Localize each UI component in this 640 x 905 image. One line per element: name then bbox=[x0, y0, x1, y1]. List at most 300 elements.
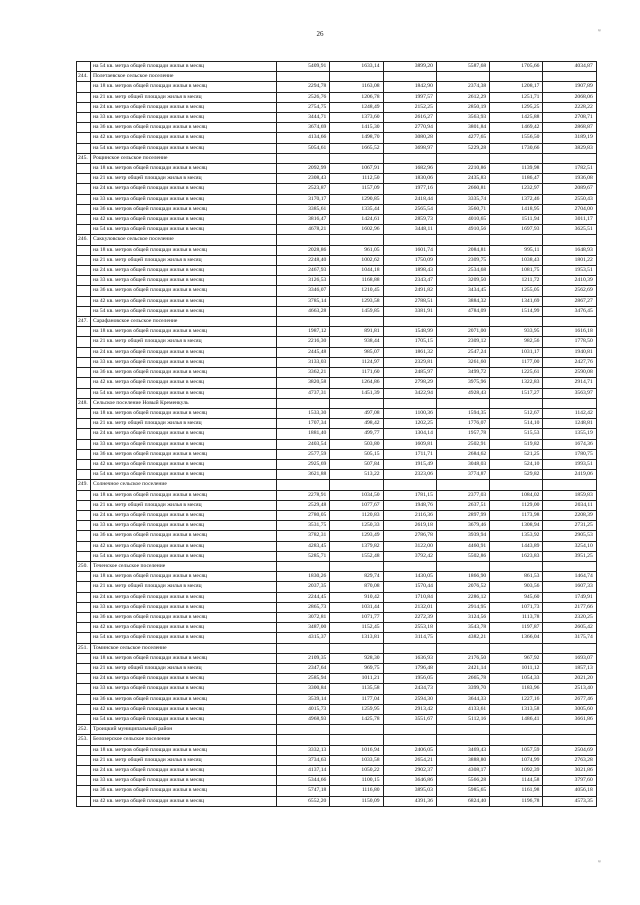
row-number-cell bbox=[77, 296, 91, 306]
value-cell: 1749,91 bbox=[543, 592, 596, 602]
value-cell: 3444,71 bbox=[277, 113, 330, 123]
empty-cell bbox=[490, 735, 543, 745]
empty-cell bbox=[436, 643, 489, 653]
value-cell: 3661,86 bbox=[543, 715, 596, 725]
value-cell: 3899,20 bbox=[383, 62, 436, 72]
value-cell: 3774,87 bbox=[436, 470, 489, 480]
value-cell: 2925,69 bbox=[277, 459, 330, 469]
value-cell: 1366,04 bbox=[490, 633, 543, 643]
value-cell: 3476,45 bbox=[543, 306, 596, 316]
value-cell: 4968,93 bbox=[277, 715, 330, 725]
value-cell: 2865,73 bbox=[277, 602, 330, 612]
value-cell: 2323,06 bbox=[383, 470, 436, 480]
value-cell: 1255,05 bbox=[490, 286, 543, 296]
row-number-cell bbox=[77, 276, 91, 286]
row-label: на 18 кв. метров общей площади жилья в месяц bbox=[91, 164, 277, 174]
row-label: на 21 кв. метр общей площади жилья в месяц bbox=[91, 663, 277, 673]
table-row bbox=[77, 286, 597, 296]
section-row bbox=[77, 72, 597, 82]
empty-cell bbox=[490, 561, 543, 571]
row-label: на 54 кв. метра общей площади жилья в месяц bbox=[91, 306, 277, 316]
value-cell: 2605,42 bbox=[543, 623, 596, 633]
row-label: на 21 кв. метр общей площади жилья в месяц bbox=[91, 755, 277, 765]
section-row bbox=[77, 153, 597, 163]
row-number-cell bbox=[77, 715, 91, 725]
row-label: на 42 кв. метра общей площади жилья в месяц bbox=[91, 215, 277, 225]
row-label: на 36 кв. метров общей площади жилья в месяц bbox=[91, 204, 277, 214]
value-cell: 1112,50 bbox=[330, 174, 383, 184]
empty-cell bbox=[330, 643, 383, 653]
section-row bbox=[77, 643, 597, 653]
value-cell: 1602,96 bbox=[330, 225, 383, 235]
value-cell: 2577,59 bbox=[277, 449, 330, 459]
row-number-cell bbox=[77, 663, 91, 673]
empty-cell bbox=[490, 480, 543, 490]
value-cell: 2562,69 bbox=[543, 286, 596, 296]
value-cell: 2309,12 bbox=[436, 337, 489, 347]
row-label: на 33 кв. метра общей площади жилья в месяц bbox=[91, 357, 277, 367]
value-cell: 2868,87 bbox=[543, 123, 596, 133]
value-cell: 505,15 bbox=[330, 449, 383, 459]
row-label: на 21 кв. метр общей площади жилья в месяц bbox=[91, 174, 277, 184]
section-number: 245. bbox=[77, 153, 91, 163]
value-cell: 3335,74 bbox=[436, 194, 489, 204]
value-cell: 2565,54 bbox=[383, 204, 436, 214]
value-cell: 2076,52 bbox=[436, 582, 489, 592]
value-cell: 2547,24 bbox=[436, 347, 489, 357]
row-label: на 18 кв. метров общей площади жилья в месяц bbox=[91, 745, 277, 755]
value-cell: 1956,05 bbox=[383, 674, 436, 684]
row-number-cell bbox=[77, 633, 91, 643]
row-label: на 18 кв. метров общей площади жилья в месяц bbox=[91, 245, 277, 255]
value-cell: 1202,25 bbox=[383, 419, 436, 429]
value-cell: 2914,95 bbox=[436, 602, 489, 612]
value-cell: 2731,25 bbox=[543, 521, 596, 531]
row-number-cell bbox=[77, 786, 91, 796]
section-title: Белозерское сельское поселение bbox=[91, 735, 277, 745]
value-cell: 2406,05 bbox=[383, 745, 436, 755]
value-cell: 1116,80 bbox=[330, 786, 383, 796]
value-cell: 3114,75 bbox=[383, 633, 436, 643]
row-label: на 42 кв. метра общей площади жилья в месяц bbox=[91, 541, 277, 551]
value-cell: 2914,71 bbox=[543, 378, 596, 388]
value-cell: 1498,70 bbox=[330, 133, 383, 143]
value-cell: 2216,30 bbox=[277, 337, 330, 347]
value-cell: 2272,39 bbox=[383, 612, 436, 622]
row-label: на 24 кв. метра общей площади жилья в месяц bbox=[91, 766, 277, 776]
value-cell: 524,10 bbox=[490, 459, 543, 469]
value-cell: 1830,26 bbox=[277, 572, 330, 582]
value-cell: 2228,22 bbox=[543, 102, 596, 112]
empty-cell bbox=[330, 725, 383, 735]
value-cell: 1379,82 bbox=[330, 541, 383, 551]
table-row bbox=[77, 215, 597, 225]
row-label: на 36 кв. метров общей площади жилья в месяц bbox=[91, 612, 277, 622]
empty-cell bbox=[277, 561, 330, 571]
value-cell: 503,80 bbox=[330, 439, 383, 449]
row-number-cell bbox=[77, 92, 91, 102]
section-number: 251. bbox=[77, 643, 91, 653]
row-label: на 36 кв. метров общей площади жилья в месяц bbox=[91, 286, 277, 296]
row-number-cell bbox=[77, 174, 91, 184]
value-cell: 3829,83 bbox=[543, 143, 596, 153]
section-row bbox=[77, 735, 597, 745]
row-label: на 18 кв. метров общей площади жилья в месяц bbox=[91, 572, 277, 582]
table-row bbox=[77, 378, 597, 388]
value-cell: 1050,22 bbox=[330, 766, 383, 776]
value-cell: 5409,91 bbox=[277, 62, 330, 72]
row-number-cell bbox=[77, 796, 91, 806]
value-cell: 1623,83 bbox=[490, 551, 543, 561]
section-row bbox=[77, 480, 597, 490]
value-cell: 1977,16 bbox=[383, 184, 436, 194]
value-cell: 2654,21 bbox=[383, 755, 436, 765]
value-cell: 995,11 bbox=[490, 245, 543, 255]
table-row bbox=[77, 510, 597, 520]
value-cell: 2177,66 bbox=[543, 602, 596, 612]
empty-cell bbox=[436, 480, 489, 490]
table-row bbox=[77, 490, 597, 500]
row-label: на 42 кв. метра общей площади жилья в месяц bbox=[91, 459, 277, 469]
row-number-cell bbox=[77, 674, 91, 684]
value-cell: 1776,07 bbox=[436, 419, 489, 429]
value-cell: 1161,98 bbox=[490, 786, 543, 796]
row-number-cell bbox=[77, 490, 91, 500]
value-cell: 2089,67 bbox=[543, 184, 596, 194]
table-row bbox=[77, 225, 597, 235]
table-row bbox=[77, 306, 597, 316]
table-row bbox=[77, 184, 597, 194]
value-cell: 2410,39 bbox=[543, 276, 596, 286]
value-cell: 945,60 bbox=[490, 592, 543, 602]
value-cell: 3170,17 bbox=[277, 194, 330, 204]
value-cell: 1780,75 bbox=[543, 449, 596, 459]
value-cell: 1225,61 bbox=[490, 368, 543, 378]
value-cell: 1232,97 bbox=[490, 184, 543, 194]
row-label: на 33 кв. метра общей площади жилья в месяц bbox=[91, 439, 277, 449]
value-cell: 3820,58 bbox=[277, 378, 330, 388]
row-label: на 54 кв. метра общей площади жилья в месяц bbox=[91, 62, 277, 72]
value-cell: 1211,72 bbox=[490, 276, 543, 286]
row-number-cell bbox=[77, 215, 91, 225]
value-cell: 2485,97 bbox=[383, 368, 436, 378]
row-label: на 21 кв. метр общей площади жилья в месяц bbox=[91, 337, 277, 347]
value-cell: 3133,03 bbox=[277, 357, 330, 367]
value-cell: 2435,83 bbox=[436, 174, 489, 184]
value-cell: 1077,67 bbox=[330, 500, 383, 510]
section-title: Троицкий муниципальный район bbox=[91, 725, 277, 735]
value-cell: 1251,71 bbox=[490, 92, 543, 102]
table-row bbox=[77, 531, 597, 541]
value-cell: 1609,81 bbox=[383, 439, 436, 449]
row-label: на 33 кв. метра общей площади жилья в месяц bbox=[91, 776, 277, 786]
value-cell: 4034,87 bbox=[543, 62, 596, 72]
row-label: на 33 кв. метра общей площади жилья в месяц bbox=[91, 521, 277, 531]
row-number-cell bbox=[77, 592, 91, 602]
table-row bbox=[77, 123, 597, 133]
value-cell: 3399,70 bbox=[436, 684, 489, 694]
empty-cell bbox=[490, 235, 543, 245]
row-number-cell bbox=[77, 459, 91, 469]
row-number-cell bbox=[77, 368, 91, 378]
value-cell: 2377,03 bbox=[436, 490, 489, 500]
value-cell: 1987,12 bbox=[277, 327, 330, 337]
value-cell: 1295,25 bbox=[490, 102, 543, 112]
section-title: Томинское сельское поселение bbox=[91, 643, 277, 653]
empty-cell bbox=[543, 561, 596, 571]
value-cell: 5587,68 bbox=[436, 62, 489, 72]
value-cell: 1011,12 bbox=[490, 663, 543, 673]
row-number-cell bbox=[77, 102, 91, 112]
table-row bbox=[77, 388, 597, 398]
value-cell: 1830,06 bbox=[383, 174, 436, 184]
value-cell: 4573,35 bbox=[543, 796, 596, 806]
section-row bbox=[77, 561, 597, 571]
value-cell: 2637,51 bbox=[436, 500, 489, 510]
page-number: 26 bbox=[316, 30, 324, 38]
row-label: на 18 кв. метров общей площади жилья в месяц bbox=[91, 327, 277, 337]
value-cell: 4015,73 bbox=[277, 704, 330, 714]
value-cell: 2210,86 bbox=[436, 164, 489, 174]
table-row bbox=[77, 500, 597, 510]
value-cell: 2770,94 bbox=[383, 123, 436, 133]
table-row bbox=[77, 357, 597, 367]
value-cell: 1607,33 bbox=[543, 582, 596, 592]
value-cell: 3381,91 bbox=[383, 306, 436, 316]
value-cell: 1693,07 bbox=[543, 653, 596, 663]
table-row bbox=[77, 745, 597, 755]
table-row bbox=[77, 204, 597, 214]
value-cell: 1264,86 bbox=[330, 378, 383, 388]
value-cell: 1044,18 bbox=[330, 266, 383, 276]
row-label: на 36 кв. метров общей площади жилья в месяц bbox=[91, 368, 277, 378]
value-cell: 928,30 bbox=[330, 653, 383, 663]
row-label: на 33 кв. метра общей площади жилья в месяц bbox=[91, 276, 277, 286]
value-cell: 2780,05 bbox=[277, 510, 330, 520]
row-number-cell bbox=[77, 653, 91, 663]
value-cell: 1957,78 bbox=[436, 429, 489, 439]
value-cell: 1881,40 bbox=[277, 429, 330, 439]
value-cell: 4737,31 bbox=[277, 388, 330, 398]
row-number-cell bbox=[77, 612, 91, 622]
section-number: 249. bbox=[77, 480, 91, 490]
table-row bbox=[77, 521, 597, 531]
row-label: на 24 кв. метра общей площади жилья в месяц bbox=[91, 510, 277, 520]
row-number-cell bbox=[77, 388, 91, 398]
table-row bbox=[77, 592, 597, 602]
value-cell: 3124,56 bbox=[436, 612, 489, 622]
row-label: на 54 кв. метра общей площади жилья в месяц bbox=[91, 143, 277, 153]
value-cell: 1100,36 bbox=[383, 408, 436, 418]
value-cell: 1782,51 bbox=[543, 164, 596, 174]
row-number-cell bbox=[77, 704, 91, 714]
value-cell: 1486,41 bbox=[490, 715, 543, 725]
value-cell: 1313,81 bbox=[330, 633, 383, 643]
empty-cell bbox=[436, 735, 489, 745]
value-cell: 1054,33 bbox=[490, 674, 543, 684]
empty-cell bbox=[543, 153, 596, 163]
value-cell: 910,42 bbox=[330, 592, 383, 602]
section-title: Сельское поселение Новый Кременкуль bbox=[91, 398, 277, 408]
value-cell: 4137,14 bbox=[277, 766, 330, 776]
row-label: на 54 кв. метра общей площади жилья в месяц bbox=[91, 388, 277, 398]
value-cell: 1071,73 bbox=[490, 602, 543, 612]
value-cell: 3539,14 bbox=[277, 694, 330, 704]
value-cell: 1092,39 bbox=[490, 766, 543, 776]
value-cell: 1948,76 bbox=[383, 500, 436, 510]
row-number-cell bbox=[77, 439, 91, 449]
value-cell: 2859,73 bbox=[383, 215, 436, 225]
value-cell: 2897,99 bbox=[436, 510, 489, 520]
value-cell: 497,08 bbox=[330, 408, 383, 418]
row-label: на 21 кв. метр общей площади жилья в месяц bbox=[91, 92, 277, 102]
table-row bbox=[77, 368, 597, 378]
row-label: на 42 кв. метра общей площади жилья в месяц bbox=[91, 378, 277, 388]
value-cell: 6824,40 bbox=[436, 796, 489, 806]
value-cell: 1150,09 bbox=[330, 796, 383, 806]
empty-cell bbox=[490, 153, 543, 163]
value-cell: 515,53 bbox=[490, 429, 543, 439]
value-cell: 2028,86 bbox=[277, 245, 330, 255]
value-cell: 2021,20 bbox=[543, 674, 596, 684]
value-cell: 1124,97 bbox=[330, 357, 383, 367]
table-row bbox=[77, 715, 597, 725]
value-cell: 2529,48 bbox=[277, 500, 330, 510]
empty-cell bbox=[436, 398, 489, 408]
section-number: 246. bbox=[77, 235, 91, 245]
empty-cell bbox=[383, 235, 436, 245]
value-cell: 2619,18 bbox=[383, 521, 436, 531]
section-number: 247. bbox=[77, 317, 91, 327]
value-cell: 1552,48 bbox=[330, 551, 383, 561]
value-cell: 1341,69 bbox=[490, 296, 543, 306]
row-label: на 54 кв. метра общей площади жилья в месяц bbox=[91, 715, 277, 725]
row-number-cell bbox=[77, 286, 91, 296]
value-cell: 1866,90 bbox=[436, 572, 489, 582]
value-cell: 4910,56 bbox=[436, 225, 489, 235]
value-cell: 1290,85 bbox=[330, 194, 383, 204]
value-cell: 1705,66 bbox=[490, 62, 543, 72]
row-label: на 24 кв. метра общей площади жилья в месяц bbox=[91, 429, 277, 439]
value-cell: 2116,36 bbox=[383, 510, 436, 520]
row-label: на 21 кв. метр общей площади жилья в месяц bbox=[91, 419, 277, 429]
table-row bbox=[77, 582, 597, 592]
table-row bbox=[77, 408, 597, 418]
value-cell: 3531,75 bbox=[277, 521, 330, 531]
value-cell: 4308,17 bbox=[436, 766, 489, 776]
value-cell: 1425,88 bbox=[490, 113, 543, 123]
section-row bbox=[77, 317, 597, 327]
row-label: на 33 кв. метра общей площади жилья в месяц bbox=[91, 684, 277, 694]
value-cell: 3560,71 bbox=[436, 204, 489, 214]
value-cell: 514,10 bbox=[490, 419, 543, 429]
value-cell: 1033,58 bbox=[330, 755, 383, 765]
section-number: 244. bbox=[77, 72, 91, 82]
empty-cell bbox=[277, 643, 330, 653]
row-label: на 36 кв. метров общей площади жилья в месяц bbox=[91, 694, 277, 704]
value-cell: 1633,14 bbox=[330, 62, 383, 72]
tariff-table-body bbox=[77, 62, 597, 807]
value-cell: 2902,37 bbox=[383, 766, 436, 776]
value-cell: 2418,44 bbox=[383, 194, 436, 204]
value-cell: 507,84 bbox=[330, 459, 383, 469]
row-label: на 24 кв. метра общей площади жилья в месяц bbox=[91, 347, 277, 357]
value-cell: 2294,78 bbox=[277, 82, 330, 92]
empty-cell bbox=[330, 735, 383, 745]
row-label: на 36 кв. метров общей площади жилья в месяц bbox=[91, 786, 277, 796]
row-label: на 18 кв. метров общей площади жилья в месяц bbox=[91, 82, 277, 92]
tariff-table bbox=[76, 61, 597, 807]
value-cell: 1373,60 bbox=[330, 113, 383, 123]
row-number-cell bbox=[77, 184, 91, 194]
value-cell: 1081,75 bbox=[490, 266, 543, 276]
table-row bbox=[77, 602, 597, 612]
value-cell: 1616,18 bbox=[543, 327, 596, 337]
value-cell: 2677,46 bbox=[543, 694, 596, 704]
empty-cell bbox=[383, 735, 436, 745]
table-row bbox=[77, 133, 597, 143]
value-cell: 3487,00 bbox=[277, 623, 330, 633]
value-cell: 3448,11 bbox=[383, 225, 436, 235]
value-cell: 891,81 bbox=[330, 327, 383, 337]
empty-cell bbox=[277, 725, 330, 735]
value-cell: 2320,25 bbox=[543, 612, 596, 622]
row-number-cell bbox=[77, 113, 91, 123]
value-cell: 3888,80 bbox=[436, 755, 489, 765]
row-number-cell bbox=[77, 204, 91, 214]
value-cell: 1781,15 bbox=[383, 490, 436, 500]
value-cell: 1293,49 bbox=[330, 531, 383, 541]
value-cell: 1372,46 bbox=[490, 194, 543, 204]
value-cell: 3469,43 bbox=[436, 745, 489, 755]
value-cell: 1415,30 bbox=[330, 123, 383, 133]
value-cell: 829,74 bbox=[330, 572, 383, 582]
row-label: на 21 кв. метр общей площади жилья в месяц bbox=[91, 582, 277, 592]
value-cell: 2763,28 bbox=[543, 755, 596, 765]
section-number: 252. bbox=[77, 725, 91, 735]
value-cell: 3895,03 bbox=[383, 786, 436, 796]
value-cell: 2403,54 bbox=[277, 439, 330, 449]
value-cell: 2526,76 bbox=[277, 92, 330, 102]
table-row bbox=[77, 296, 597, 306]
row-label: на 33 кв. метра общей площади жилья в месяц bbox=[91, 602, 277, 612]
row-label: на 24 кв. метра общей площади жилья в месяц bbox=[91, 266, 277, 276]
value-cell: 5229,28 bbox=[436, 143, 489, 153]
value-cell: 1183,96 bbox=[490, 684, 543, 694]
table-row bbox=[77, 62, 597, 72]
value-cell: 5566,28 bbox=[436, 776, 489, 786]
row-label: на 42 кв. метра общей площади жилья в месяц bbox=[91, 704, 277, 714]
value-cell: 4283,45 bbox=[277, 541, 330, 551]
table-row bbox=[77, 327, 597, 337]
value-cell: 3785,14 bbox=[277, 296, 330, 306]
value-cell: 5285,71 bbox=[277, 551, 330, 561]
row-number-cell bbox=[77, 266, 91, 276]
value-cell: 1940,81 bbox=[543, 347, 596, 357]
value-cell: 982,56 bbox=[490, 337, 543, 347]
value-cell: 1031,17 bbox=[490, 347, 543, 357]
value-cell: 1953,51 bbox=[543, 266, 596, 276]
value-cell: 2612,29 bbox=[436, 92, 489, 102]
value-cell: 1197,87 bbox=[490, 623, 543, 633]
row-number-cell bbox=[77, 541, 91, 551]
value-cell: 1556,50 bbox=[490, 133, 543, 143]
value-cell: 1533,30 bbox=[277, 408, 330, 418]
value-cell: 2513,40 bbox=[543, 684, 596, 694]
value-cell: 4391,36 bbox=[383, 796, 436, 806]
value-cell: 512,67 bbox=[490, 408, 543, 418]
row-number-cell bbox=[77, 500, 91, 510]
